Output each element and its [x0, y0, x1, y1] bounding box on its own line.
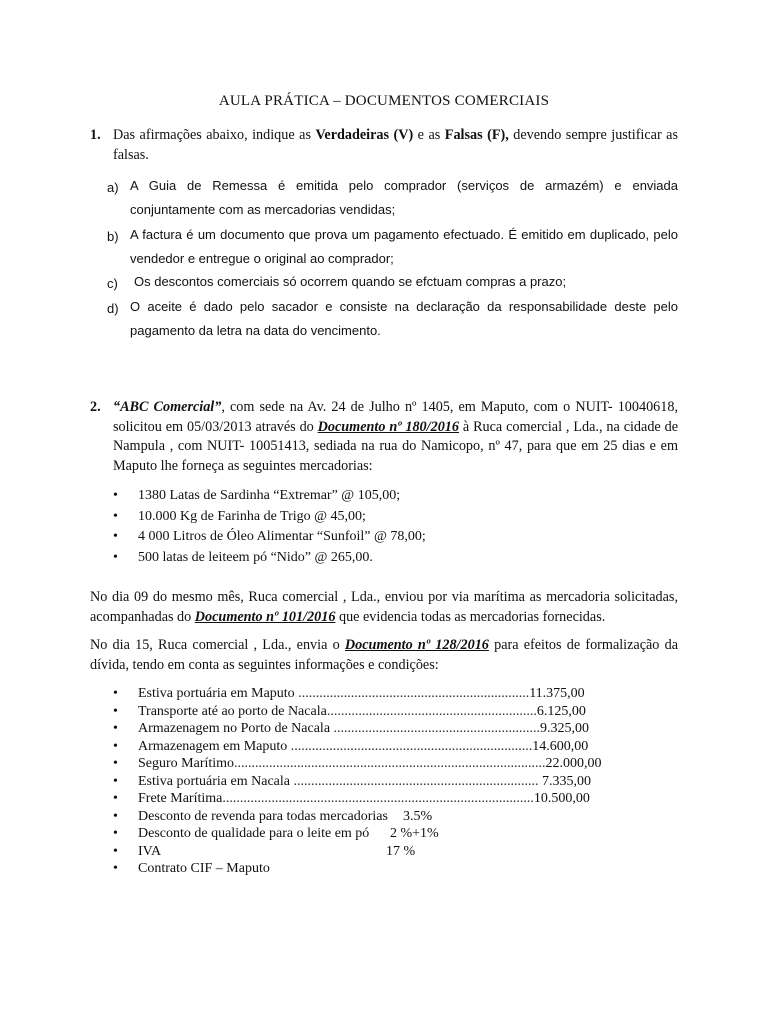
- condition-item: [113, 843, 633, 861]
- item-d-text: O aceite é dado pelo sacador e consiste na declaração da responsabilidade deste pelo pagamento da letra na data do vencimento.: [130, 299, 678, 338]
- item-d-label: d): [107, 301, 119, 316]
- costs-list: [113, 685, 633, 878]
- invoice-paragraph: [90, 636, 678, 675]
- cost-value: 11.375,00: [529, 686, 585, 701]
- cost-item: [113, 720, 633, 738]
- item-c-text: Os descontos comerciais só ocorrem quando se efctuam compras a prazo;: [134, 274, 567, 289]
- cost-item: [113, 685, 633, 703]
- goods-item: • 4 000 Litros de Óleo Alimentar “Sunfoil” @ 78,00;: [113, 527, 673, 548]
- item-a-text: A Guia de Remessa é emitida pelo comprador (serviços de armazém) e enviada conjuntamente com as mercadorias vendidas;: [130, 178, 678, 217]
- cost-item: [113, 755, 633, 773]
- condition-value: 17 %: [386, 843, 416, 859]
- q1-intro-part-b: e as: [413, 127, 445, 143]
- goods-list: [113, 486, 673, 568]
- company-name: “ABC Comercial”: [113, 399, 222, 415]
- page-title: AULA PRÁTICA – DOCUMENTOS COMERCIAIS: [218, 93, 550, 109]
- document-128-link: Documento nº 128/2016: [344, 637, 489, 653]
- cost-item: [113, 703, 633, 721]
- q1-intro-falsas: Falsas (F),: [444, 127, 509, 143]
- q1-intro-verdadeiras: Verdadeiras (V): [315, 127, 414, 143]
- cost-label: Armazenagem em Maputo: [138, 738, 291, 754]
- cost-value: 14.600,00: [532, 738, 589, 754]
- cost-item: [113, 738, 633, 756]
- item-b-label: b): [107, 229, 119, 244]
- item-c-label: c): [107, 276, 118, 291]
- condition-item: [113, 825, 633, 843]
- condition-label: Desconto de revenda para todas mercadorias: [138, 808, 388, 824]
- cost-dots: ..................................................................: [298, 686, 530, 701]
- condition-label: IVA: [138, 843, 162, 859]
- cost-dots: .........................................................................................: [222, 791, 534, 806]
- cost-value: 22.000,00: [545, 756, 602, 771]
- cost-label: Frete Marítima: [138, 791, 223, 806]
- condition-item: [113, 808, 633, 826]
- cost-value: 10.500,00: [533, 791, 590, 806]
- cost-value: 7.335,00: [538, 773, 591, 789]
- goods-item: • 10.000 Kg de Farinha de Trigo @ 45,00;: [113, 507, 673, 528]
- item-a-label: a): [107, 180, 119, 195]
- cost-label: Armazenagem no Porto de Nacala: [138, 721, 334, 736]
- question-2-paragraph: [113, 398, 678, 476]
- document-101-link: Documento nº 101/2016: [194, 608, 336, 625]
- q2-p3-part-b: para efeitos de formalização da dívida, tendo em conta as seguintes informações e condições:: [90, 637, 679, 673]
- q2-p3-part-a: No dia 15, Ruca comercial , Lda., envia o: [90, 637, 345, 653]
- question-1-intro: [113, 126, 678, 165]
- cost-dots: ......................................................................: [293, 773, 539, 789]
- q1-intro-part-c: devendo sempre justificar as falsas.: [113, 127, 678, 163]
- cost-value: 9.325,00: [540, 721, 590, 736]
- goods-item: • 500 latas de leiteem pó “Nido” @ 265,00.: [113, 548, 673, 569]
- cost-label: Seguro Marítimo: [138, 756, 235, 771]
- condition-value: 3.5%: [403, 808, 433, 824]
- cost-label: Estiva portuária em Maputo: [138, 686, 299, 701]
- goods-item: • 1380 Latas de Sardinha “Extremar” @ 105,00;: [113, 486, 673, 507]
- cost-label: Transporte até ao porto de Nacala: [138, 703, 327, 719]
- cost-dots: ...........................................................: [333, 721, 541, 736]
- document-180-link: Documento nº 180/2016: [317, 418, 459, 435]
- condition-value: 2 %+1%: [390, 826, 439, 841]
- condition-label: Desconto de qualidade para o leite em pó: [138, 826, 370, 841]
- question-1-number: 1.: [90, 127, 101, 143]
- q2-p1-part-a: , com sede na Av. 24 de Julho nº 1405, em Maputo, com o NUIT- 10040618, solicitou em 05/03/2013 através do: [113, 399, 678, 435]
- condition-item: [113, 860, 633, 878]
- cost-value: 6.125,00: [536, 703, 586, 719]
- cost-dots: .....................................................................: [290, 738, 533, 754]
- cost-item: [113, 790, 633, 808]
- q2-p1-part-b: à Ruca comercial , Lda., na cidade de Nampula , com NUIT- 10051413, sediada na rua do Namicopo, nº 47, para que em 25 dias e em Maputo lhe forneça as seguintes mercadorias:: [113, 418, 678, 474]
- q2-p2-part-a: No dia 09 do mesmo mês, Ruca comercial , Lda., enviou por via marítima as mercadoria solicitadas, acompanhadas do: [90, 589, 678, 625]
- q1-intro-part-a: Das afirmações abaixo, indique as: [113, 127, 316, 143]
- cost-item: [113, 773, 633, 791]
- item-b-text: A factura é um documento que prova um pagamento efectuado. É emitido em duplicado, pelo vendedor e entregue o original ao comprador;: [130, 227, 678, 266]
- cost-dots: ............................................................: [326, 703, 537, 719]
- cost-dots: .........................................................................................: [234, 756, 546, 771]
- question-2-number: 2.: [90, 399, 101, 415]
- condition-label: Contrato CIF – Maputo: [138, 861, 270, 876]
- cost-label: Estiva portuária em Nacala: [138, 773, 294, 789]
- shipping-paragraph: [90, 588, 678, 627]
- q2-p2-part-b: que evidencia todas as mercadorias fornecidas.: [335, 608, 606, 625]
